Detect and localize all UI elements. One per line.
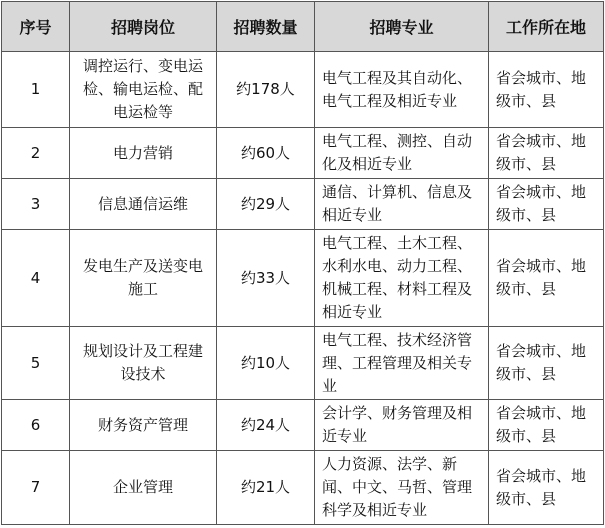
row-position: 财务资产管理 [70, 400, 217, 451]
row-count: 约60人 [217, 128, 315, 179]
row-major: 电气工程及其自动化、电气工程及相近专业 [315, 52, 489, 128]
row-count: 约178人 [217, 52, 315, 128]
row-location: 省会城市、地级市、县 [489, 179, 604, 230]
row-location: 省会城市、地级市、县 [489, 400, 604, 451]
row-position: 企业管理 [70, 451, 217, 525]
row-index: 7 [2, 451, 70, 525]
row-index: 3 [2, 179, 70, 230]
table-row [2, 400, 604, 451]
header-location: 工作所在地 [489, 2, 604, 52]
row-count: 约21人 [217, 451, 315, 525]
row-count: 约10人 [217, 327, 315, 400]
table-row [2, 52, 604, 128]
table-row [2, 128, 604, 179]
table-row [2, 179, 604, 230]
header-major: 招聘专业 [315, 2, 489, 52]
row-position: 规划设计及工程建设技术 [70, 327, 217, 400]
table-row [2, 451, 604, 525]
row-location: 省会城市、地级市、县 [489, 52, 604, 128]
row-major: 人力资源、法学、新闻、中文、马哲、管理科学及相近专业 [315, 451, 489, 525]
row-major: 通信、计算机、信息及相近专业 [315, 179, 489, 230]
header-index: 序号 [2, 2, 70, 52]
row-count: 约33人 [217, 230, 315, 327]
row-count: 约24人 [217, 400, 315, 451]
header-position: 招聘岗位 [70, 2, 217, 52]
row-index: 4 [2, 230, 70, 327]
row-index: 1 [2, 52, 70, 128]
header-count: 招聘数量 [217, 2, 315, 52]
row-index: 6 [2, 400, 70, 451]
row-count: 约29人 [217, 179, 315, 230]
row-location: 省会城市、地级市、县 [489, 327, 604, 400]
row-index: 2 [2, 128, 70, 179]
row-major: 电气工程、测控、自动化及相近专业 [315, 128, 489, 179]
row-position: 电力营销 [70, 128, 217, 179]
recruitment-table [1, 1, 604, 525]
header-row [2, 2, 604, 52]
row-major: 电气工程、土木工程、水利水电、动力工程、机械工程、材料工程及相近专业 [315, 230, 489, 327]
row-major: 会计学、财务管理及相近专业 [315, 400, 489, 451]
row-major: 电气工程、技术经济管理、工程管理及相关专业 [315, 327, 489, 400]
table-row [2, 327, 604, 400]
table-row [2, 230, 604, 327]
row-location: 省会城市、地级市、县 [489, 451, 604, 525]
row-location: 省会城市、地级市、县 [489, 230, 604, 327]
row-position: 调控运行、变电运检、输电运检、配电运检等 [70, 52, 217, 128]
row-position: 信息通信运维 [70, 179, 217, 230]
row-position: 发电生产及送变电施工 [70, 230, 217, 327]
row-index: 5 [2, 327, 70, 400]
row-location: 省会城市、地级市、县 [489, 128, 604, 179]
